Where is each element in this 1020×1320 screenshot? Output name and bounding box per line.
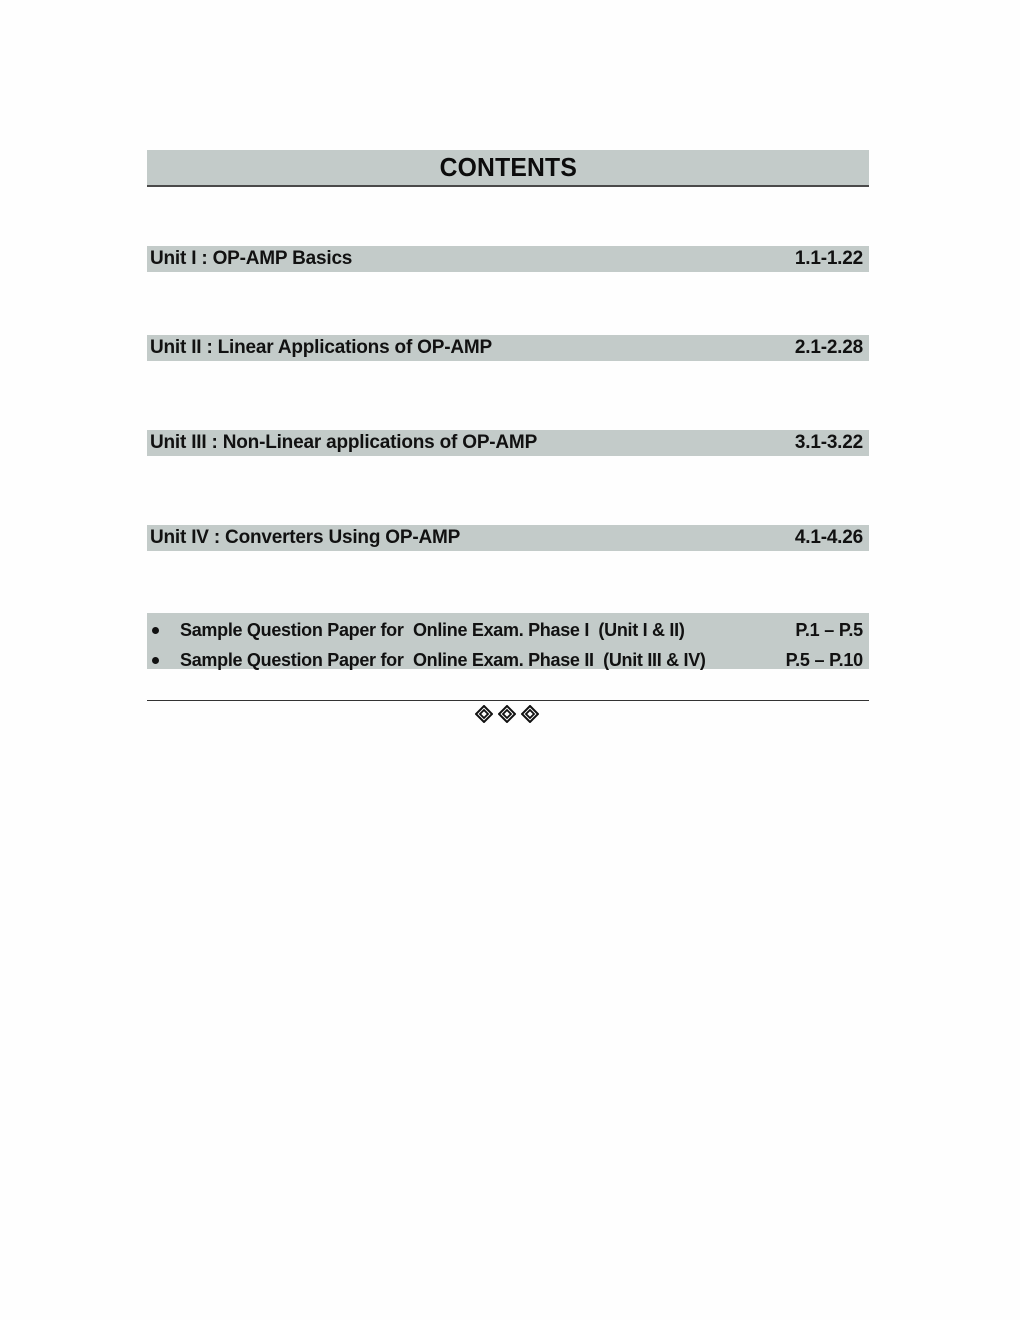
toc-entry-title: Unit II : Linear Applications of OP-AMP — [150, 337, 492, 358]
toc-entry-title: Unit IV : Converters Using OP-AMP — [150, 527, 461, 548]
toc-entry-title: Sample Question Paper for Online Exam. Phase II (Unit III & IV) — [180, 649, 706, 670]
toc-entry-unit-3[interactable] — [147, 430, 869, 456]
sample-papers-list — [147, 613, 869, 669]
toc-entry-unit-2[interactable] — [147, 335, 869, 361]
contents-header — [147, 150, 869, 187]
toc-entry-unit-1[interactable] — [147, 246, 869, 272]
diamond-ornament-icon — [521, 705, 539, 723]
toc-entry-pages: 2.1-2.28 — [794, 337, 863, 358]
toc-entry-title: Sample Question Paper for Online Exam. Phase I (Unit I & II) — [180, 619, 685, 640]
diamond-ornament-icon — [498, 705, 516, 723]
toc-entry-unit-4[interactable] — [147, 525, 869, 551]
toc-entry-pages: 1.1-1.22 — [794, 248, 863, 269]
toc-entry-sample-phase-2[interactable] — [150, 645, 863, 675]
page-title: CONTENTS — [439, 152, 577, 182]
toc-entry-pages: 4.1-4.26 — [794, 527, 863, 548]
bullet-icon — [150, 657, 180, 664]
toc-entry-pages: P.5 – P.10 — [785, 649, 863, 670]
toc-entry-title: Unit I : OP-AMP Basics — [150, 248, 353, 269]
toc-entry-title: Unit III : Non-Linear applications of OP-AMP — [150, 432, 538, 453]
end-ornament — [475, 705, 539, 723]
diamond-ornament-icon — [475, 705, 493, 723]
divider — [147, 700, 869, 701]
bullet-icon — [150, 627, 180, 634]
toc-entry-sample-phase-1[interactable] — [150, 615, 863, 645]
toc-entry-pages: 3.1-3.22 — [794, 432, 863, 453]
toc-entry-pages: P.1 – P.5 — [795, 619, 863, 640]
